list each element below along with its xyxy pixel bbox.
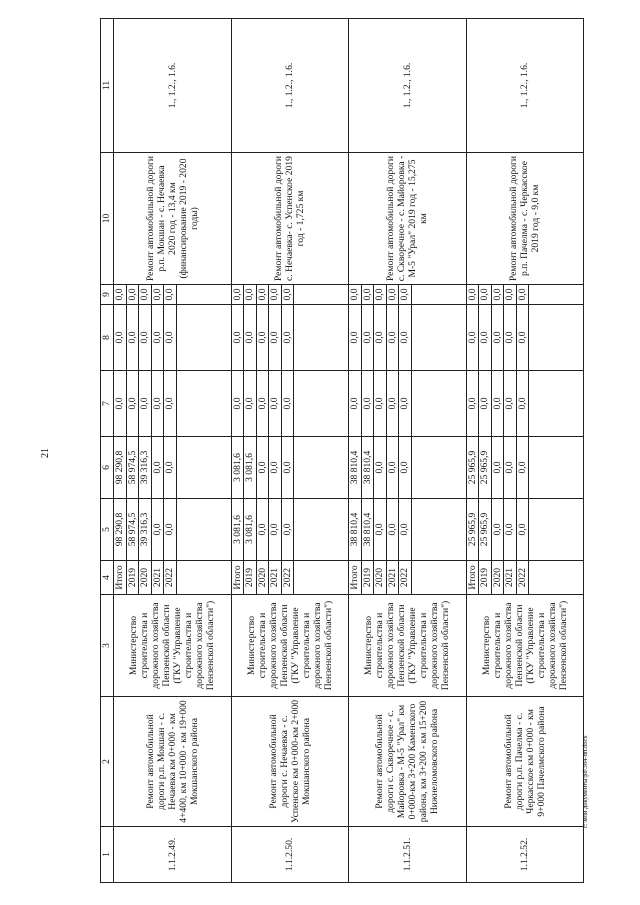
total-funding-cell: 0,0 bbox=[516, 499, 529, 561]
other-sources-cell: 0,0 bbox=[139, 285, 152, 305]
other-sources-cell: 0,0 bbox=[349, 285, 362, 305]
empty-cell bbox=[294, 437, 349, 499]
empty-cell bbox=[411, 285, 466, 305]
federal-budget-cell: 0,0 bbox=[479, 371, 492, 437]
regional-budget-cell: 0,0 bbox=[374, 437, 387, 499]
local-budget-cell: 0,0 bbox=[281, 305, 294, 371]
empty-cell bbox=[176, 499, 231, 561]
result-cell: Ремонт автомобильной дороги с. Скворечное - с. Майоровка - М-5 "Урал" 2019 год - 15,275 км bbox=[349, 153, 467, 285]
regional-budget-cell: 3 081,6 bbox=[244, 437, 257, 499]
header-cell: 4 bbox=[101, 561, 114, 595]
regional-budget-cell: 0,0 bbox=[504, 437, 517, 499]
regional-budget-cell: 0,0 bbox=[164, 437, 177, 499]
regional-budget-cell: 98 290,8 bbox=[114, 437, 127, 499]
total-funding-cell: 38 810,4 bbox=[349, 499, 362, 561]
total-funding-cell: 58 974,5 bbox=[126, 499, 139, 561]
year-cell: 2022 bbox=[164, 561, 177, 595]
other-sources-cell: 0,0 bbox=[491, 285, 504, 305]
regional-budget-cell: 0,0 bbox=[516, 437, 529, 499]
year-cell: 2022 bbox=[281, 561, 294, 595]
year-cell: 2021 bbox=[386, 561, 399, 595]
executor-cell: Министерство строительства и дорожного хозяйства Пензенской области (ГКУ "Управление строительства и дорожного хозяйства Пензенской области") bbox=[231, 595, 349, 697]
regional-budget-cell: 0,0 bbox=[386, 437, 399, 499]
year-cell: 2020 bbox=[256, 561, 269, 595]
local-budget-cell: 0,0 bbox=[126, 305, 139, 371]
empty-cell bbox=[294, 499, 349, 561]
local-budget-cell: 0,0 bbox=[491, 305, 504, 371]
total-funding-cell: 0,0 bbox=[374, 499, 387, 561]
local-budget-cell: 0,0 bbox=[374, 305, 387, 371]
federal-budget-cell: 0,0 bbox=[386, 371, 399, 437]
regional-budget-cell: 25 965,9 bbox=[466, 437, 479, 499]
federal-budget-cell: 0,0 bbox=[256, 371, 269, 437]
local-budget-cell: 0,0 bbox=[386, 305, 399, 371]
local-budget-cell: 0,0 bbox=[256, 305, 269, 371]
year-cell: 2020 bbox=[139, 561, 152, 595]
year-cell: Итого bbox=[466, 561, 479, 595]
federal-budget-cell: 0,0 bbox=[399, 371, 412, 437]
other-sources-cell: 0,0 bbox=[516, 285, 529, 305]
program-table bbox=[100, 18, 584, 883]
local-budget-cell: 0,0 bbox=[361, 305, 374, 371]
total-funding-cell: 0,0 bbox=[269, 499, 282, 561]
table-row bbox=[466, 19, 479, 883]
header-cell: 5 bbox=[101, 499, 114, 561]
total-funding-cell: 0,0 bbox=[504, 499, 517, 561]
executor-cell: Министерство строительства и дорожного хозяйства Пензенской области (ГКУ "Управление строительства и дорожного хозяйства Пензенской области") bbox=[349, 595, 467, 697]
empty-cell bbox=[411, 499, 466, 561]
local-budget-cell: 0,0 bbox=[516, 305, 529, 371]
empty-cell bbox=[411, 561, 466, 595]
header-cell: 6 bbox=[101, 437, 114, 499]
other-sources-cell: 0,0 bbox=[281, 285, 294, 305]
header-cell: 11 bbox=[101, 19, 114, 153]
year-cell: 2019 bbox=[126, 561, 139, 595]
row-number-cell: 1.1.2.52. bbox=[466, 827, 584, 883]
other-sources-cell: 0,0 bbox=[269, 285, 282, 305]
total-funding-cell: 0,0 bbox=[491, 499, 504, 561]
indicators-cell: 1., 1.2., 1.6. bbox=[349, 19, 467, 153]
empty-cell bbox=[411, 371, 466, 437]
year-cell: 2020 bbox=[491, 561, 504, 595]
year-cell: 2021 bbox=[151, 561, 164, 595]
indicators-cell: 1., 1.2., 1.6. bbox=[231, 19, 349, 153]
other-sources-cell: 0,0 bbox=[244, 285, 257, 305]
empty-cell bbox=[411, 437, 466, 499]
federal-budget-cell: 0,0 bbox=[466, 371, 479, 437]
document-path: c:\мои документы\pd\384-пп.docx bbox=[582, 735, 589, 828]
federal-budget-cell: 0,0 bbox=[231, 371, 244, 437]
federal-budget-cell: 0,0 bbox=[361, 371, 374, 437]
header-cell: 8 bbox=[101, 305, 114, 371]
header-cell: 10 bbox=[101, 153, 114, 285]
total-funding-cell: 0,0 bbox=[399, 499, 412, 561]
regional-budget-cell: 39 316,3 bbox=[139, 437, 152, 499]
local-budget-cell: 0,0 bbox=[114, 305, 127, 371]
total-funding-cell: 3 081,6 bbox=[244, 499, 257, 561]
empty-cell bbox=[176, 305, 231, 371]
other-sources-cell: 0,0 bbox=[164, 285, 177, 305]
regional-budget-cell: 0,0 bbox=[269, 437, 282, 499]
empty-cell bbox=[176, 561, 231, 595]
total-funding-cell: 0,0 bbox=[281, 499, 294, 561]
local-budget-cell: 0,0 bbox=[244, 305, 257, 371]
local-budget-cell: 0,0 bbox=[349, 305, 362, 371]
local-budget-cell: 0,0 bbox=[151, 305, 164, 371]
executor-cell: Министерство строительства и дорожного хозяйства Пензенской области (ГКУ "Управление строительства и дорожного хозяйства Пензенской области") bbox=[114, 595, 232, 697]
total-funding-cell: 38 810,4 bbox=[361, 499, 374, 561]
row-number-cell: 1.1.2.50. bbox=[231, 827, 349, 883]
other-sources-cell: 0,0 bbox=[374, 285, 387, 305]
total-funding-cell: 25 965,9 bbox=[466, 499, 479, 561]
other-sources-cell: 0,0 bbox=[231, 285, 244, 305]
row-number-cell: 1.1.2.51. bbox=[349, 827, 467, 883]
total-funding-cell: 0,0 bbox=[256, 499, 269, 561]
regional-budget-cell: 0,0 bbox=[399, 437, 412, 499]
result-cell: Ремонт автомобильной дороги р.п. Мокшан - с. Нечаевка 2020 год - 13,4 км (финансирование 2019 - 2020 годы) bbox=[114, 153, 232, 285]
regional-budget-cell: 0,0 bbox=[151, 437, 164, 499]
federal-budget-cell: 0,0 bbox=[244, 371, 257, 437]
local-budget-cell: 0,0 bbox=[479, 305, 492, 371]
year-cell: 2021 bbox=[504, 561, 517, 595]
federal-budget-cell: 0,0 bbox=[504, 371, 517, 437]
total-funding-cell: 3 081,6 bbox=[231, 499, 244, 561]
year-cell: 2019 bbox=[244, 561, 257, 595]
regional-budget-cell: 58 974,5 bbox=[126, 437, 139, 499]
rotated-table-sheet bbox=[100, 19, 584, 883]
total-funding-cell: 25 965,9 bbox=[479, 499, 492, 561]
other-sources-cell: 0,0 bbox=[126, 285, 139, 305]
total-funding-cell: 98 290,8 bbox=[114, 499, 127, 561]
regional-budget-cell: 25 965,9 bbox=[479, 437, 492, 499]
year-cell: Итого bbox=[114, 561, 127, 595]
header-cell: 3 bbox=[101, 595, 114, 697]
local-budget-cell: 0,0 bbox=[466, 305, 479, 371]
federal-budget-cell: 0,0 bbox=[114, 371, 127, 437]
empty-cell bbox=[529, 561, 584, 595]
other-sources-cell: 0,0 bbox=[256, 285, 269, 305]
empty-cell bbox=[176, 285, 231, 305]
local-budget-cell: 0,0 bbox=[269, 305, 282, 371]
executor-cell: Министерство строительства и дорожного хозяйства Пензенской области (ГКУ "Управление строительства и дорожного хозяйства Пензенской области") bbox=[466, 595, 584, 697]
empty-cell bbox=[529, 499, 584, 561]
regional-budget-cell: 0,0 bbox=[256, 437, 269, 499]
total-funding-cell: 39 316,3 bbox=[139, 499, 152, 561]
federal-budget-cell: 0,0 bbox=[164, 371, 177, 437]
federal-budget-cell: 0,0 bbox=[126, 371, 139, 437]
local-budget-cell: 0,0 bbox=[164, 305, 177, 371]
event-name-cell: Ремонт автомобильной дороги р.п. Пачелма - с. Черкасское км 0+000 - км 9+000 Пачелмского района bbox=[466, 697, 584, 827]
empty-cell bbox=[294, 371, 349, 437]
local-budget-cell: 0,0 bbox=[399, 305, 412, 371]
year-cell: Итого bbox=[231, 561, 244, 595]
regional-budget-cell: 38 810,4 bbox=[361, 437, 374, 499]
header-cell: 1 bbox=[101, 827, 114, 883]
result-cell: Ремонт автомобильной дороги р.п. Пачелма - с. Черкасское 2019 год - 9,0 км bbox=[466, 153, 584, 285]
federal-budget-cell: 0,0 bbox=[281, 371, 294, 437]
federal-budget-cell: 0,0 bbox=[516, 371, 529, 437]
empty-cell bbox=[176, 437, 231, 499]
empty-cell bbox=[176, 371, 231, 437]
other-sources-cell: 0,0 bbox=[399, 285, 412, 305]
indicators-cell: 1., 1.2., 1.6. bbox=[466, 19, 584, 153]
header-cell: 9 bbox=[101, 285, 114, 305]
year-cell: 2019 bbox=[361, 561, 374, 595]
empty-cell bbox=[294, 285, 349, 305]
other-sources-cell: 0,0 bbox=[504, 285, 517, 305]
federal-budget-cell: 0,0 bbox=[151, 371, 164, 437]
empty-cell bbox=[294, 561, 349, 595]
table-row bbox=[114, 19, 127, 883]
total-funding-cell: 0,0 bbox=[151, 499, 164, 561]
federal-budget-cell: 0,0 bbox=[139, 371, 152, 437]
table-row bbox=[231, 19, 244, 883]
empty-cell bbox=[529, 371, 584, 437]
empty-cell bbox=[294, 305, 349, 371]
regional-budget-cell: 0,0 bbox=[281, 437, 294, 499]
header-row bbox=[101, 19, 114, 883]
year-cell: 2021 bbox=[269, 561, 282, 595]
other-sources-cell: 0,0 bbox=[386, 285, 399, 305]
row-number-cell: 1.1.2.49. bbox=[114, 827, 232, 883]
header-cell: 7 bbox=[101, 371, 114, 437]
federal-budget-cell: 0,0 bbox=[374, 371, 387, 437]
empty-cell bbox=[529, 285, 584, 305]
other-sources-cell: 0,0 bbox=[466, 285, 479, 305]
year-cell: 2022 bbox=[399, 561, 412, 595]
total-funding-cell: 0,0 bbox=[386, 499, 399, 561]
year-cell: 2022 bbox=[516, 561, 529, 595]
indicators-cell: 1., 1.2., 1.6. bbox=[114, 19, 232, 153]
event-name-cell: Ремонт автомобильной дороги с. Нечаевка - с. Успенское км 0+000-км 2+000 Мокшанского района bbox=[231, 697, 349, 827]
year-cell: 2020 bbox=[374, 561, 387, 595]
empty-cell bbox=[529, 437, 584, 499]
result-cell: Ремонт автомобильной дороги с. Нечаевка- с. Успенское 2019 год - 1,725 км bbox=[231, 153, 349, 285]
event-name-cell: Ремонт автомобильной дороги с. Скворечное - с. Майоровка - М-5 "Урал" км 0+000-км 3+200 Каменского района, км 3+200 - км 15+200 Нижнеломовского района bbox=[349, 697, 467, 827]
other-sources-cell: 0,0 bbox=[151, 285, 164, 305]
local-budget-cell: 0,0 bbox=[504, 305, 517, 371]
empty-cell bbox=[411, 305, 466, 371]
federal-budget-cell: 0,0 bbox=[349, 371, 362, 437]
other-sources-cell: 0,0 bbox=[114, 285, 127, 305]
other-sources-cell: 0,0 bbox=[479, 285, 492, 305]
empty-cell bbox=[529, 305, 584, 371]
header-cell: 2 bbox=[101, 697, 114, 827]
page-number: 21 bbox=[40, 448, 51, 458]
table-row bbox=[349, 19, 362, 883]
local-budget-cell: 0,0 bbox=[139, 305, 152, 371]
other-sources-cell: 0,0 bbox=[361, 285, 374, 305]
regional-budget-cell: 38 810,4 bbox=[349, 437, 362, 499]
regional-budget-cell: 0,0 bbox=[491, 437, 504, 499]
year-cell: 2019 bbox=[479, 561, 492, 595]
year-cell: Итого bbox=[349, 561, 362, 595]
regional-budget-cell: 3 081,6 bbox=[231, 437, 244, 499]
federal-budget-cell: 0,0 bbox=[269, 371, 282, 437]
federal-budget-cell: 0,0 bbox=[491, 371, 504, 437]
event-name-cell: Ремонт автомобильной дороги р.п. Мокшан - с. Нечаевка км 0+000 - км 4+400, км 10+000 - км 19+000 Мокшанского района bbox=[114, 697, 232, 827]
total-funding-cell: 0,0 bbox=[164, 499, 177, 561]
local-budget-cell: 0,0 bbox=[231, 305, 244, 371]
